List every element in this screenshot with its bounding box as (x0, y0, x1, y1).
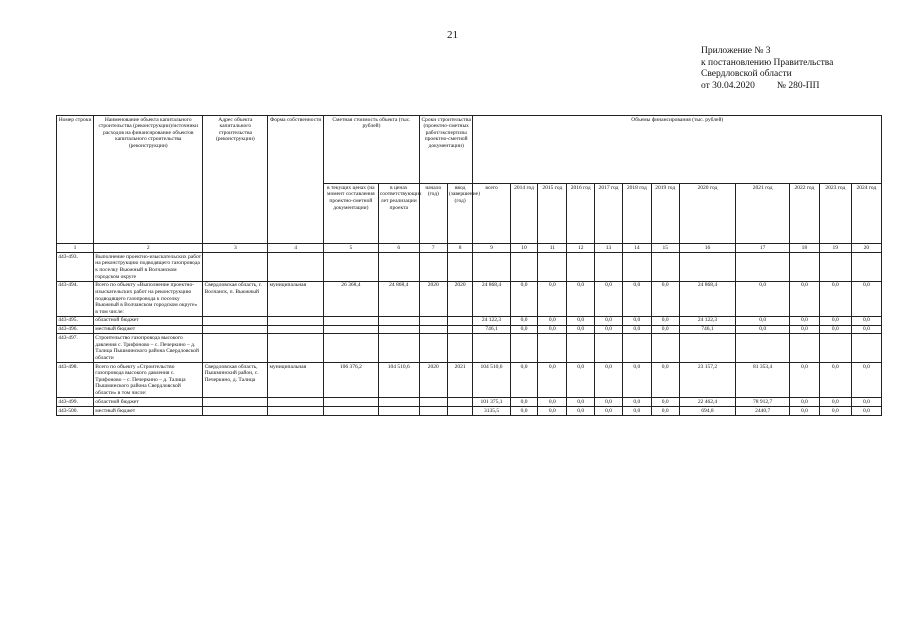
year-value-cell: 0,0 (510, 363, 538, 398)
year-value-cell: 0,0 (538, 398, 567, 407)
table-row (57, 281, 882, 316)
header-year-2: 2016 год (567, 184, 595, 244)
year-value-cell (679, 334, 736, 363)
total-cell: 104 510,6 (473, 363, 510, 398)
year-value-cell: 0,0 (819, 398, 851, 407)
year-value-cell (567, 253, 595, 282)
row-number-cell: 443-495. (57, 316, 94, 325)
column-number: 13 (595, 244, 623, 253)
year-value-cell (651, 334, 679, 363)
end-year-cell (447, 334, 473, 363)
resolution-date: от 30.04.2020 (701, 80, 755, 91)
year-value-cell: 0,0 (651, 406, 679, 415)
object-name-cell: Строительство газопровода высокого давления с. Трифоново – с. Печеркино – д. Талица Пышминского района Свердловской области (94, 334, 203, 363)
ownership-cell: муниципальная (268, 281, 324, 316)
cost-current-cell (324, 406, 379, 415)
year-value-cell: 0,0 (538, 406, 567, 415)
total-cell (473, 334, 510, 363)
header-start-year: начало (год) (419, 184, 447, 244)
header-year-6: 2020 год (679, 184, 736, 244)
year-value-cell (789, 253, 819, 282)
column-number: 11 (538, 244, 567, 253)
year-value-cell: 0,0 (651, 398, 679, 407)
year-value-cell: 24 122,3 (679, 316, 736, 325)
header-address: Адрес объекта капитального строительства (реконструкции) (203, 116, 268, 244)
column-number: 20 (851, 244, 881, 253)
table-row (57, 406, 882, 415)
header-cost-group: Сметная стоимость объекта (тыс. рублей) (324, 116, 420, 184)
year-value-cell (595, 253, 623, 282)
column-number: 18 (789, 244, 819, 253)
year-value-cell (736, 253, 790, 282)
header-cost-current: в текущих ценах (на момент составления проектно-сметной документации) (324, 184, 379, 244)
table-row (57, 334, 882, 363)
ownership-cell (268, 398, 324, 407)
year-value-cell (595, 334, 623, 363)
header-ownership: Форма собственности (268, 116, 324, 244)
total-cell: 746,1 (473, 325, 510, 334)
ownership-cell (268, 334, 324, 363)
total-cell (473, 253, 510, 282)
start-year-cell (419, 334, 447, 363)
year-value-cell: 0,0 (789, 398, 819, 407)
column-number: 15 (651, 244, 679, 253)
total-cell: 3135,5 (473, 406, 510, 415)
year-value-cell: 0,0 (622, 398, 651, 407)
object-name-cell: Выполнение проектно-изыскательских работ на реконструкцию подводящего газопровода к поселку Вьюжный в Волчанском городском округе (95, 253, 202, 280)
row-number-cell: 443-493. (57, 253, 94, 282)
address-cell: Свердловская область, г. Волчанск, п. Вьюжный (203, 281, 268, 316)
address-cell (203, 398, 268, 407)
year-value-cell: 0,0 (651, 325, 679, 334)
year-value-cell: 0,0 (622, 316, 651, 325)
year-value-cell: 0,0 (789, 281, 819, 316)
year-value-cell: 0,0 (567, 325, 595, 334)
year-value-cell: 0,0 (736, 281, 790, 316)
year-value-cell: 0,0 (595, 316, 623, 325)
year-value-cell (567, 334, 595, 363)
header-terms-group: Сроки строительства (проектно-сметных работ/экспертизы проектно-сметной документации) (419, 116, 473, 184)
cost-current-cell (324, 253, 379, 282)
year-value-cell: 0,0 (651, 316, 679, 325)
start-year-cell (419, 325, 447, 334)
header-object-name: Наименование объекта капитального строительства (реконструкции)/источники расходов на финансирование объектов капитального строительства (реконструкции) (94, 116, 203, 244)
year-value-cell: 0,0 (595, 325, 623, 334)
year-value-cell: 694,8 (679, 406, 736, 415)
year-value-cell: 0,0 (736, 316, 790, 325)
row-number-cell: 443-498. (57, 363, 94, 398)
year-value-cell: 0,0 (851, 363, 881, 398)
table-row (57, 363, 882, 398)
cost-current-cell: 106 376,2 (324, 363, 379, 398)
header-year-10: 2024 год (851, 184, 881, 244)
ownership-cell: муниципальная (268, 363, 324, 398)
year-value-cell: 746,1 (679, 325, 736, 334)
year-value-cell: 0,0 (622, 363, 651, 398)
year-value-cell: 0,0 (736, 325, 790, 334)
year-value-cell: 0,0 (510, 398, 538, 407)
year-value-cell (538, 334, 567, 363)
header-year-0: 2014 год (510, 184, 538, 244)
year-value-cell: 0,0 (819, 281, 851, 316)
year-value-cell: 0,0 (819, 325, 851, 334)
ownership-cell (268, 253, 324, 282)
funding-table (56, 115, 882, 416)
year-value-cell: 0,0 (538, 281, 567, 316)
header-year-4: 2018 год (622, 184, 651, 244)
cost-current-cell (324, 398, 379, 407)
appendix-header (701, 46, 833, 92)
year-value-cell: 0,0 (622, 325, 651, 334)
column-number: 19 (819, 244, 851, 253)
year-value-cell: 0,0 (567, 281, 595, 316)
column-number: 14 (622, 244, 651, 253)
year-value-cell: 0,0 (819, 406, 851, 415)
year-value-cell (538, 253, 567, 282)
year-value-cell: 78 912,7 (736, 398, 790, 407)
year-value-cell: 0,0 (538, 325, 567, 334)
cost-forecast-cell (378, 406, 419, 415)
resolution-line: к постановлению Правительства (701, 57, 834, 68)
year-value-cell: 0,0 (595, 281, 623, 316)
year-value-cell (789, 334, 819, 363)
year-value-cell: 81 353,4 (736, 363, 790, 398)
total-cell: 101 375,1 (473, 398, 510, 407)
end-year-cell (447, 316, 473, 325)
year-value-cell: 0,0 (789, 406, 819, 415)
year-value-cell: 0,0 (595, 363, 623, 398)
year-value-cell: 0,0 (567, 363, 595, 398)
year-value-cell: 0,0 (510, 325, 538, 334)
end-year-cell (447, 406, 473, 415)
cost-current-cell: 26 368,4 (324, 281, 379, 316)
year-value-cell: 0,0 (622, 406, 651, 415)
header-cost-forecast: в ценах соответствующих лет реализации проекта (378, 184, 419, 244)
start-year-cell: 2020 (419, 281, 447, 316)
header-year-3: 2017 год (595, 184, 623, 244)
header-year-8: 2022 год (789, 184, 819, 244)
object-name-cell: местный бюджет (94, 325, 203, 334)
row-number-cell: 443-497. (57, 334, 94, 363)
year-value-cell (651, 253, 679, 282)
year-value-cell: 0,0 (651, 363, 679, 398)
column-number: 7 (419, 244, 447, 253)
year-value-cell: 0,0 (851, 325, 881, 334)
header-year-5: 2019 год (651, 184, 679, 244)
year-value-cell: 0,0 (651, 281, 679, 316)
header-funding-group: Объемы финансирования (тыс. рублей) (473, 116, 882, 184)
cost-forecast-cell: 104 510,6 (378, 363, 419, 398)
year-value-cell: 0,0 (510, 316, 538, 325)
end-year-cell (447, 398, 473, 407)
year-value-cell (819, 253, 851, 282)
year-value-cell: 0,0 (595, 406, 623, 415)
row-number-cell: 443-500. (57, 406, 94, 415)
column-number: 3 (203, 244, 268, 253)
year-value-cell: 0,0 (851, 406, 881, 415)
address-cell: Свердловская область, Пышминский район, с. Печеркино, д. Талица (203, 363, 268, 398)
cost-current-cell (324, 316, 379, 325)
header-year-9: 2023 год (819, 184, 851, 244)
cost-forecast-cell (378, 316, 419, 325)
object-name-cell: Всего по объекту «Строительство газопровода высокого давления с. Трифоново – с. Печеркино – д. Талица Пышминского района Свердловской области» в том числе: (94, 363, 203, 398)
column-number: 16 (679, 244, 736, 253)
column-number: 4 (268, 244, 324, 253)
year-value-cell: 0,0 (510, 406, 538, 415)
table-row (57, 325, 882, 334)
date-line (701, 81, 833, 93)
year-value-cell (851, 334, 881, 363)
cost-current-cell (324, 334, 379, 363)
year-value-cell: 0,0 (789, 363, 819, 398)
address-cell (203, 334, 268, 363)
column-number: 10 (510, 244, 538, 253)
row-number-cell: 443-494. (57, 281, 94, 316)
start-year-cell (419, 398, 447, 407)
ownership-cell (268, 325, 324, 334)
year-value-cell: 0,0 (538, 363, 567, 398)
column-number: 1 (57, 244, 94, 253)
year-value-cell: 0,0 (819, 316, 851, 325)
year-value-cell: 22 462,4 (679, 398, 736, 407)
end-year-cell (447, 325, 473, 334)
year-value-cell: 0,0 (789, 316, 819, 325)
year-value-cell (622, 334, 651, 363)
end-year-cell (447, 253, 473, 282)
year-value-cell (679, 253, 736, 282)
table-header-row (57, 116, 882, 184)
year-value-cell: 0,0 (567, 398, 595, 407)
cost-current-cell (324, 325, 379, 334)
year-value-cell: 0,0 (851, 398, 881, 407)
year-value-cell: 0,0 (510, 281, 538, 316)
end-year-cell: 2021 (447, 363, 473, 398)
column-number: 2 (94, 244, 203, 253)
header-end-year: ввод (завершение) (год) (447, 184, 473, 244)
object-name-cell: Всего по объекту «Выполнение проектно-изыскательских работ на реконструкцию подводящего газопровода к поселку Вьюжный в Волчанском городском округе» в том числе: (94, 281, 203, 316)
cost-forecast-cell (378, 253, 419, 282)
year-value-cell (819, 334, 851, 363)
object-name-cell: местный бюджет (94, 406, 203, 415)
column-number: 8 (447, 244, 473, 253)
column-number: 12 (567, 244, 595, 253)
region-line: Свердловской области (701, 69, 792, 79)
end-year-cell: 2020 (447, 281, 473, 316)
page-number: 21 (447, 29, 458, 41)
address-cell (203, 253, 268, 282)
year-value-cell: 24 868,4 (679, 281, 736, 316)
start-year-cell (419, 406, 447, 415)
ownership-cell (268, 406, 324, 415)
table-row (57, 398, 882, 407)
start-year-cell (419, 253, 447, 282)
year-value-cell: 23 157,2 (679, 363, 736, 398)
year-value-cell: 0,0 (819, 363, 851, 398)
year-value-cell (510, 334, 538, 363)
year-value-cell: 0,0 (567, 316, 595, 325)
table-row (57, 316, 882, 325)
year-value-cell: 0,0 (851, 281, 881, 316)
cost-forecast-cell: 24 868,4 (378, 281, 419, 316)
total-cell: 24 868,4 (473, 281, 510, 316)
address-cell (203, 316, 268, 325)
column-number: 9 (473, 244, 510, 253)
year-value-cell: 0,0 (567, 406, 595, 415)
year-value-cell (622, 253, 651, 282)
object-name-cell: областной бюджет (94, 316, 203, 325)
cost-forecast-cell (378, 398, 419, 407)
year-value-cell: 0,0 (538, 316, 567, 325)
year-value-cell: 0,0 (595, 398, 623, 407)
year-value-cell: 2440,7 (736, 406, 790, 415)
year-value-cell: 0,0 (789, 325, 819, 334)
year-value-cell (736, 334, 790, 363)
total-cell: 24 122,3 (473, 316, 510, 325)
address-cell (203, 406, 268, 415)
column-numbers-row (57, 244, 882, 253)
header-total: всего (473, 184, 510, 244)
header-year-1: 2015 год (538, 184, 567, 244)
cost-forecast-cell (378, 325, 419, 334)
row-number-cell: 443-496. (57, 325, 94, 334)
object-name-cell: областной бюджет (94, 398, 203, 407)
column-number: 17 (736, 244, 790, 253)
address-cell (203, 325, 268, 334)
start-year-cell (419, 316, 447, 325)
resolution-number: № 280-ПП (776, 80, 820, 91)
column-number: 5 (324, 244, 379, 253)
header-row-number: Номер строки (57, 116, 94, 244)
year-value-cell: 0,0 (622, 281, 651, 316)
year-value-cell (510, 253, 538, 282)
cost-forecast-cell (378, 334, 419, 363)
column-number: 6 (378, 244, 419, 253)
ownership-cell (268, 316, 324, 325)
table-row (57, 253, 882, 282)
start-year-cell: 2020 (419, 363, 447, 398)
year-value-cell (851, 253, 881, 282)
appendix-title: Приложение № 3 (701, 46, 771, 56)
year-value-cell: 0,0 (851, 316, 881, 325)
row-number-cell: 443-499. (57, 398, 94, 407)
header-year-7: 2021 год (736, 184, 790, 244)
